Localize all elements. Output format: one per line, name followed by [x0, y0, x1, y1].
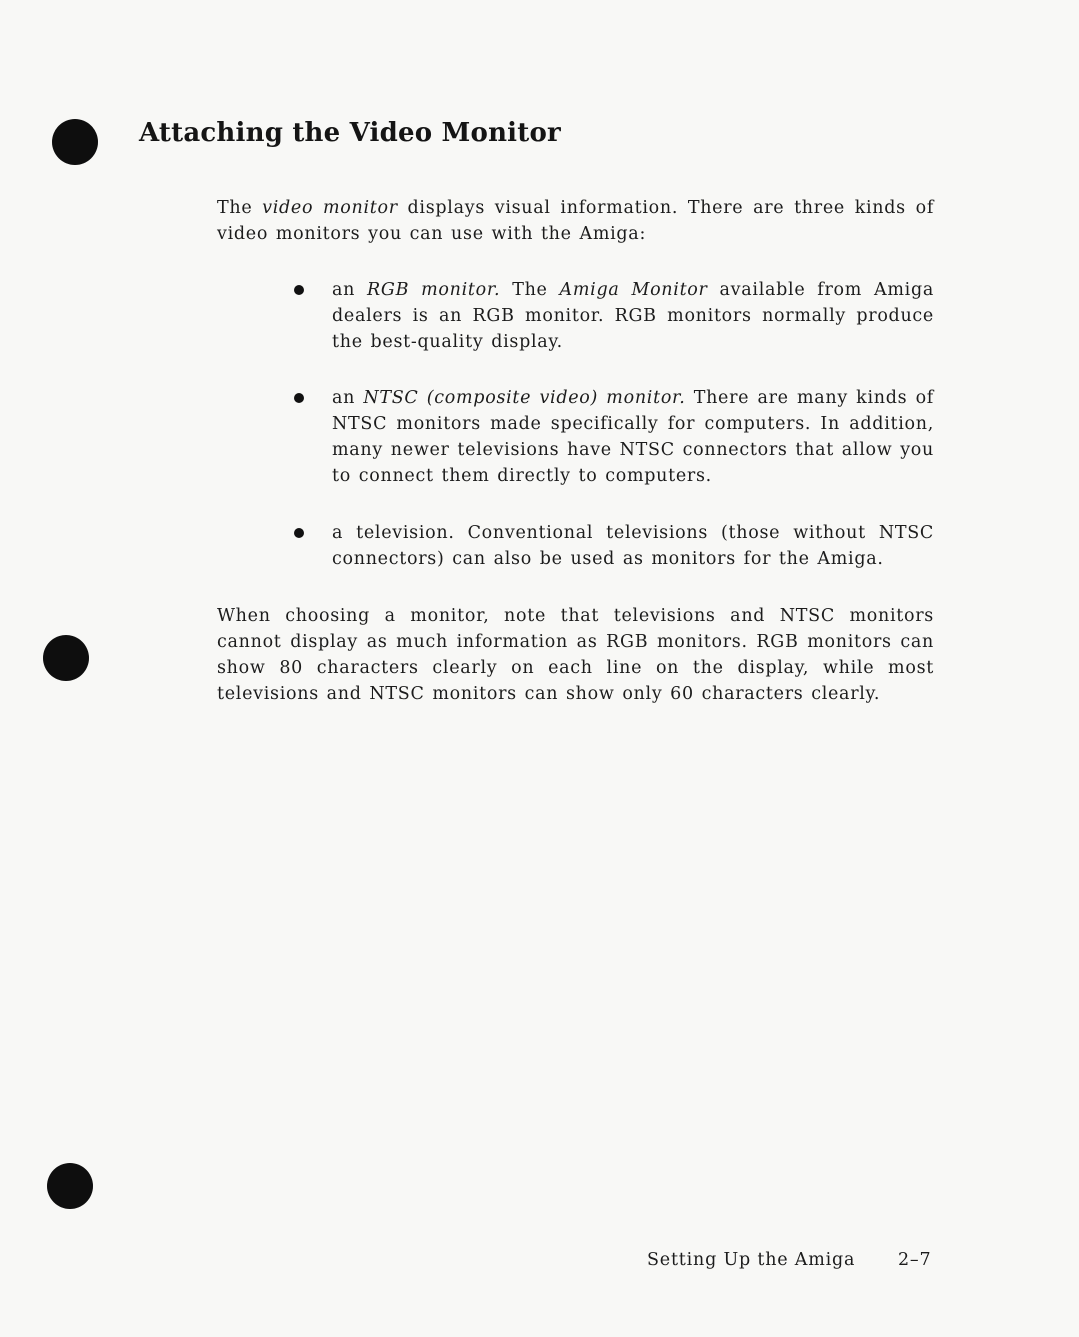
intro-term: video monitor	[262, 198, 398, 218]
section-heading: Attaching the Video Monitor	[139, 118, 561, 148]
list-item-text: an NTSC (composite video) monitor. There are many kinds of NTSC monitors made specifically for computers. In addition, many newer televisions have NTSC connectors that allow you to connect them directly to computers.	[332, 388, 934, 486]
binder-hole-middle	[43, 635, 89, 681]
closing-paragraph: When choosing a monitor, note that televisions and NTSC monitors cannot display as much information as RGB monitors. RGB monitors can show 80 characters clearly on each line on the display, while most televisions and NTSC monitors can show only 60 characters clearly.	[217, 606, 934, 704]
intro-paragraph: The video monitor displays visual information. There are three kinds of video monitors you can use with the Amiga:	[217, 198, 934, 244]
footer-section-title: Setting Up the Amiga	[647, 1250, 856, 1270]
list-item-text: an RGB monitor. The Amiga Monitor available from Amiga dealers is an RGB monitor. RGB monitors normally produce the best-quality display.	[332, 280, 934, 352]
binder-hole-bottom	[47, 1163, 93, 1209]
binder-hole-top	[52, 119, 98, 165]
page-number: 2–7	[898, 1250, 932, 1270]
list-item-text: a television. Conventional televisions (those without NTSC connectors) can also be used as monitors for the Amiga.	[332, 523, 934, 569]
bullet-icon	[294, 528, 304, 538]
bullet-icon	[294, 393, 304, 403]
bullet-icon	[294, 285, 304, 295]
